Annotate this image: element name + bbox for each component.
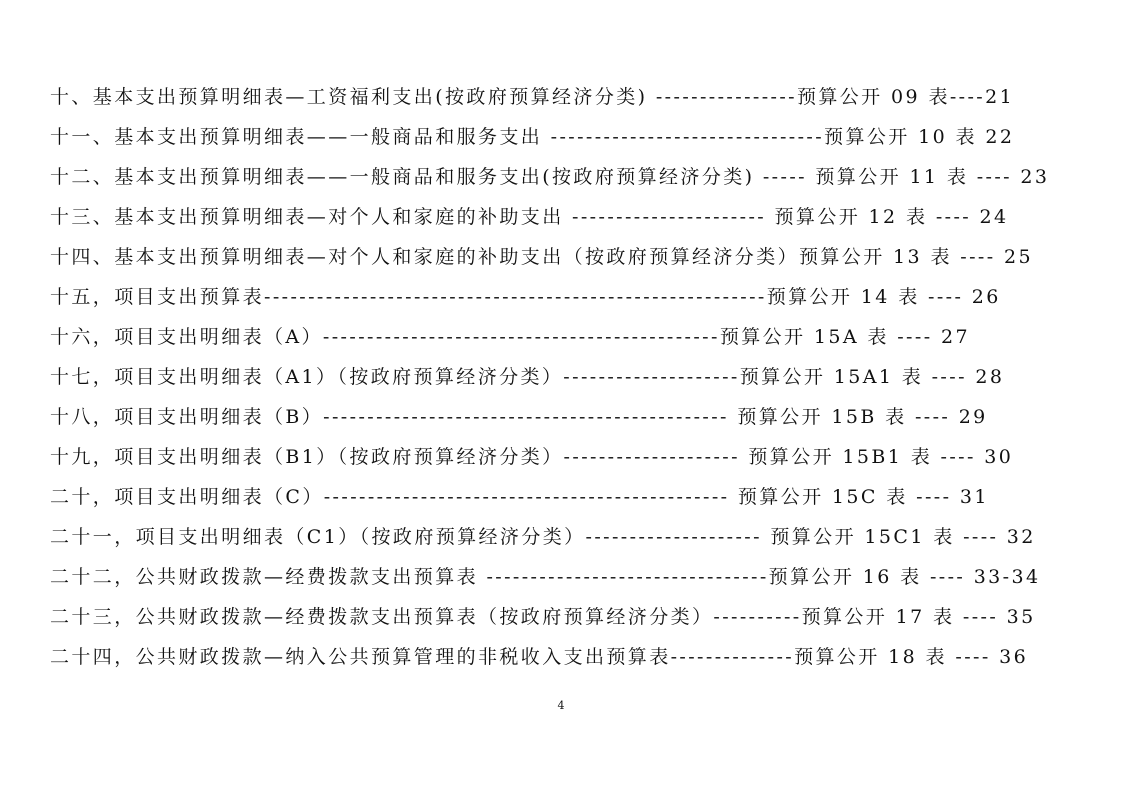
toc-entry-text: 二十四，公共财政拨款—纳入公共预算管理的非税收入支出预算表--------------预算公开 18 表 ---- 36 <box>50 646 1029 668</box>
toc-entry-24[interactable] <box>50 640 1060 680</box>
toc-entry-12[interactable] <box>50 160 1060 200</box>
toc-entry-17[interactable] <box>50 360 1060 400</box>
toc-entry-text: 十四、基本支出预算明细表—对个人和家庭的补助支出（按政府预算经济分类）预算公开 13 表 ---- 25 <box>50 246 1033 268</box>
toc-entry-21[interactable] <box>50 520 1060 560</box>
toc-entry-text: 十五，项目支出预算表---------------------------------------------------------预算公开 14 表 ---- 26 <box>50 286 1001 308</box>
toc-entry-text: 二十三，公共财政拨款—经费拨款支出预算表（按政府预算经济分类）----------预算公开 17 表 ---- 35 <box>50 606 1036 628</box>
toc-entry-text: 十、基本支出预算明细表—工资福利支出(按政府预算经济分类) ----------------预算公开 09 表----21 <box>50 86 1015 108</box>
toc-entry-text: 十三、基本支出预算明细表—对个人和家庭的补助支出 ---------------------- 预算公开 12 表 ---- 24 <box>50 206 1009 228</box>
toc-entry-14[interactable] <box>50 240 1060 280</box>
toc-entry-11[interactable] <box>50 120 1060 160</box>
toc-entry-20[interactable] <box>50 480 1060 520</box>
toc-entry-10[interactable] <box>50 80 1060 120</box>
toc-entry-text: 十七，项目支出明细表（A1）（按政府预算经济分类）--------------------预算公开 15A1 表 ---- 28 <box>50 366 1005 388</box>
toc-entry-text: 十八，项目支出明细表（B）---------------------------------------------- 预算公开 15B 表 ---- 29 <box>50 406 988 428</box>
toc-entry-19[interactable] <box>50 440 1060 480</box>
toc-entry-16[interactable] <box>50 320 1060 360</box>
toc-entry-text: 二十二，公共财政拨款—经费拨款支出预算表 --------------------------------预算公开 16 表 ---- 33-34 <box>50 566 1041 588</box>
toc-entry-15[interactable] <box>50 280 1060 320</box>
toc-entry-22[interactable] <box>50 560 1060 600</box>
toc-entry-text: 二十，项目支出明细表（C）---------------------------------------------- 预算公开 15C 表 ---- 31 <box>50 486 989 508</box>
toc-entry-text: 十六，项目支出明细表（A）---------------------------------------------预算公开 15A 表 ---- 27 <box>50 326 970 348</box>
toc-entry-18[interactable] <box>50 400 1060 440</box>
toc-entry-text: 十一、基本支出预算明细表——一般商品和服务支出 -------------------------------预算公开 10 表 22 <box>50 126 1015 148</box>
toc-entry-13[interactable] <box>50 200 1060 240</box>
page-number: 4 <box>557 699 565 712</box>
toc-entry-text: 二十一，项目支出明细表（C1）（按政府预算经济分类）-------------------- 预算公开 15C1 表 ---- 32 <box>50 526 1036 548</box>
toc-entry-text: 十九，项目支出明细表（B1）（按政府预算经济分类）-------------------- 预算公开 15B1 表 ---- 30 <box>50 446 1014 468</box>
table-of-contents <box>50 80 1060 680</box>
toc-entry-text: 十二、基本支出预算明细表——一般商品和服务支出(按政府预算经济分类) ----- 预算公开 11 表 ---- 23 <box>50 166 1050 188</box>
toc-entry-23[interactable] <box>50 600 1060 640</box>
